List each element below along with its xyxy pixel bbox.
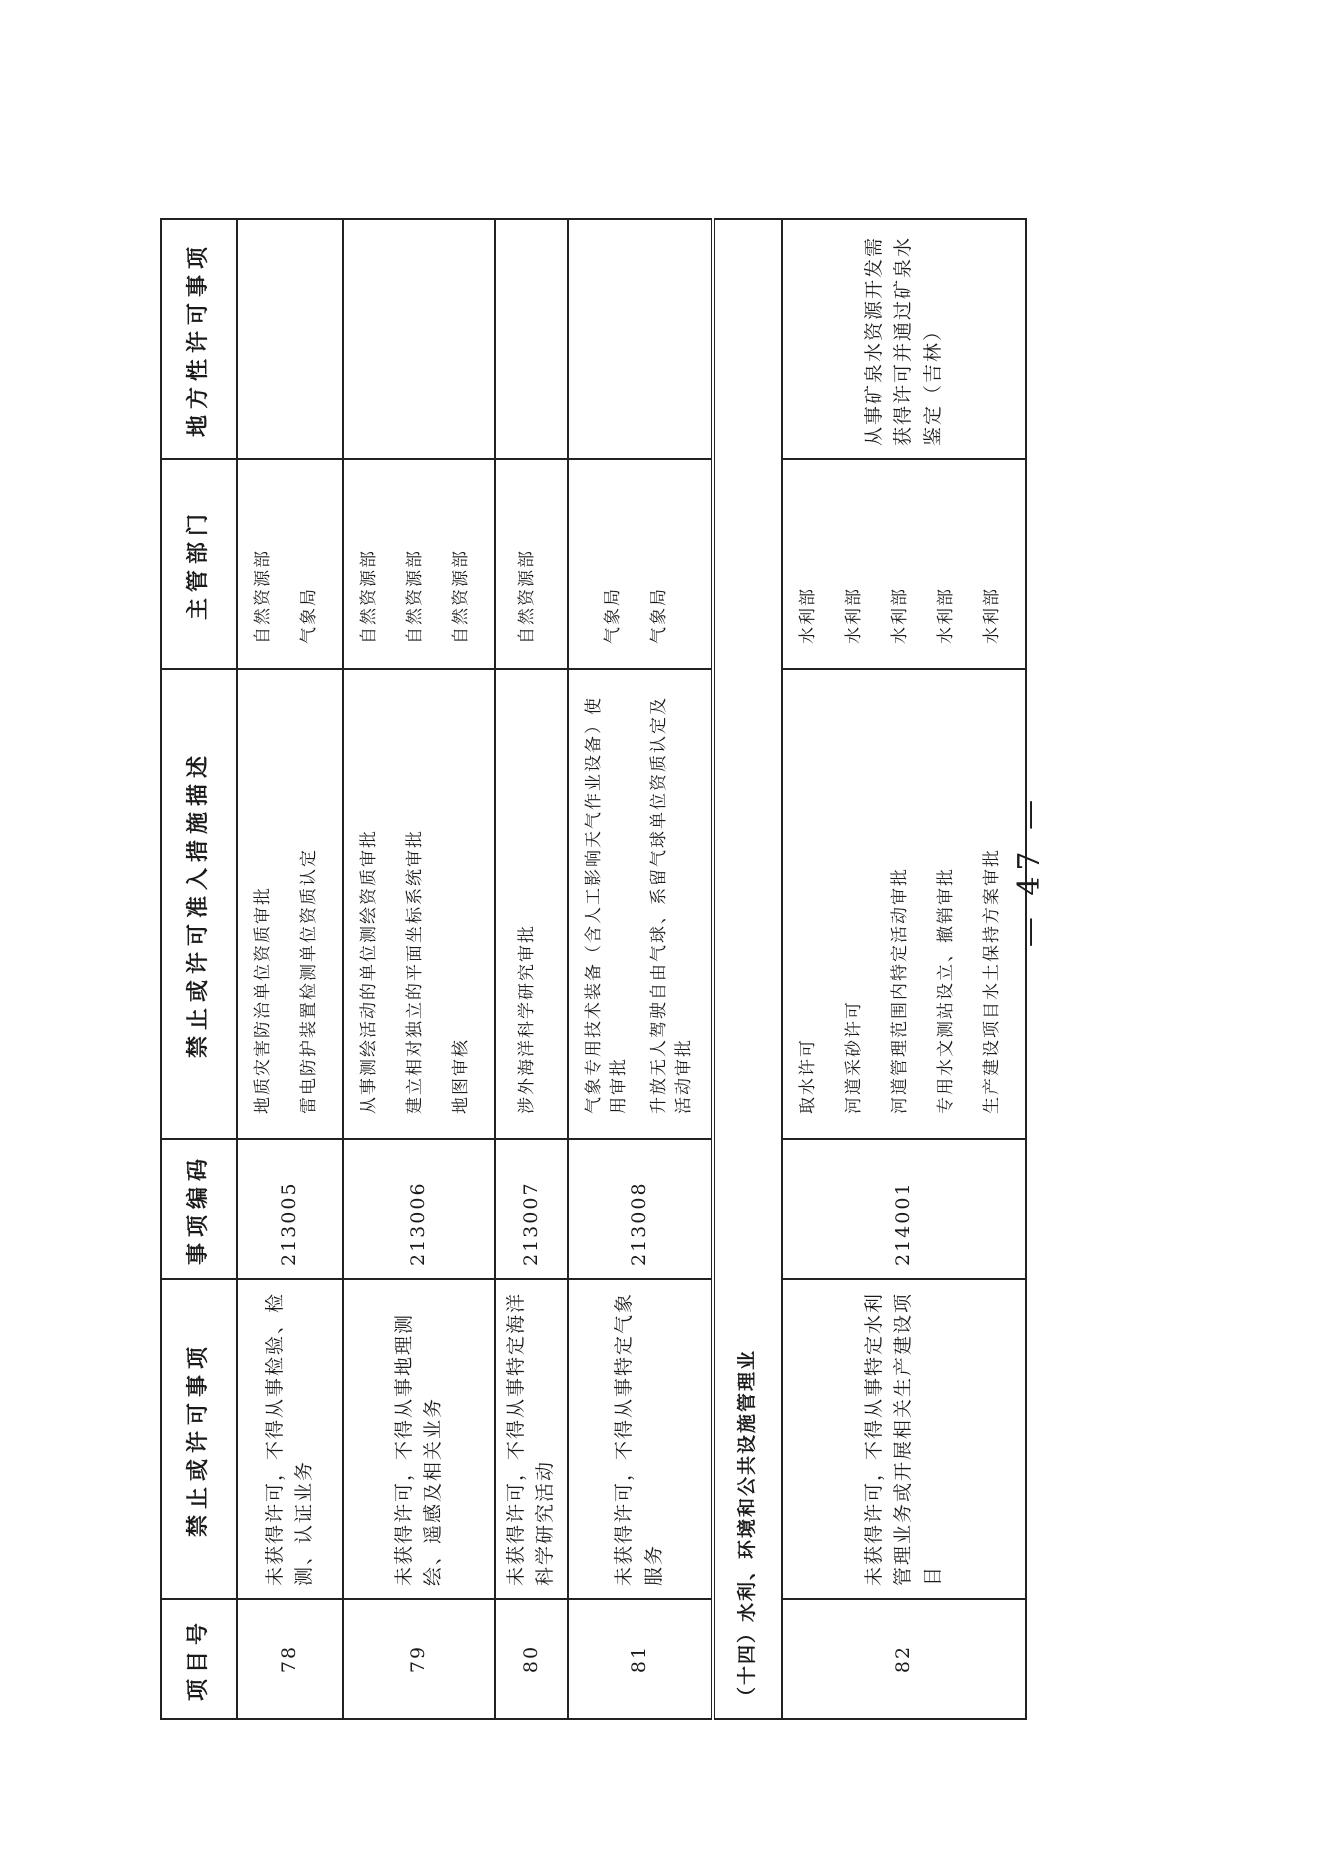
header-description: 禁止或许可准入措施描述 bbox=[161, 669, 237, 1139]
page-number bbox=[1000, 770, 1060, 970]
local-permit-cell: 从事矿泉水资源开发需获得许可并通过矿泉水鉴定（吉林） bbox=[782, 219, 1026, 459]
department-cell bbox=[343, 459, 495, 669]
page-number-text: — 47 — bbox=[1012, 793, 1048, 947]
measures-cell bbox=[237, 669, 343, 1139]
department-cell bbox=[237, 459, 343, 669]
project-number: 82 bbox=[782, 1599, 1026, 1719]
department-line: 气象局 bbox=[299, 587, 319, 644]
department-cell bbox=[568, 459, 713, 669]
item-code: 214001 bbox=[782, 1139, 1026, 1279]
permit-table bbox=[160, 218, 1027, 1720]
measure-line: 河道管理范围内特定活动审批 bbox=[889, 867, 910, 1114]
project-number: 78 bbox=[237, 1599, 343, 1719]
rotated-page-content bbox=[160, 220, 1160, 1720]
item-code: 213008 bbox=[568, 1139, 713, 1279]
local-permit-cell bbox=[495, 219, 568, 459]
department-line: 自然资源部 bbox=[359, 549, 379, 644]
permit-item: 未获得许可，不得从事特定水利管理业务或开展相关生产建设项目 bbox=[782, 1279, 1026, 1599]
measures-cell bbox=[343, 669, 495, 1139]
measure-line: 气象专用技术装备（含人工影响天气作业设备）使用审批 bbox=[583, 696, 630, 1114]
department-line: 自然资源部 bbox=[405, 549, 425, 644]
measures-cell bbox=[495, 669, 568, 1139]
table-row bbox=[568, 219, 713, 1719]
measure-line: 建立相对独立的平面坐标系统审批 bbox=[405, 829, 425, 1114]
section-row bbox=[713, 219, 782, 1719]
department-line: 自然资源部 bbox=[451, 549, 471, 644]
permit-item: 未获得许可，不得从事特定海洋科学研究活动 bbox=[495, 1279, 568, 1599]
department-line: 水利部 bbox=[889, 587, 910, 644]
measure-line: 专用水文测站设立、撤销审批 bbox=[935, 867, 956, 1114]
department-line: 气象局 bbox=[648, 587, 669, 644]
department-line: 水利部 bbox=[981, 587, 1002, 644]
header-item: 禁止或许可事项 bbox=[161, 1279, 237, 1599]
table-row bbox=[343, 219, 495, 1719]
department-line: 水利部 bbox=[843, 587, 864, 644]
section-title: （十四）水利、环境和公共设施管理业 bbox=[713, 219, 782, 1719]
header-local-permit: 地方性许可事项 bbox=[161, 219, 237, 459]
department-line: 自然资源部 bbox=[253, 549, 273, 644]
item-code: 213006 bbox=[343, 1139, 495, 1279]
local-permit-cell bbox=[343, 219, 495, 459]
measure-line: 生产建设项目水土保持方案审批 bbox=[981, 848, 1002, 1114]
measure-line: 雷电防护装置检测单位资质认定 bbox=[299, 848, 319, 1114]
project-number: 79 bbox=[343, 1599, 495, 1719]
department-line: 气象局 bbox=[602, 587, 623, 644]
permit-item: 未获得许可，不得从事特定气象服务 bbox=[568, 1279, 713, 1599]
measure-line: 从事测绘活动的单位测绘资质审批 bbox=[359, 829, 379, 1114]
measure-line: 升放无人驾驶自由气球、系留气球单位资质认定及活动审批 bbox=[648, 696, 695, 1114]
measure-line: 取水许可 bbox=[797, 1038, 818, 1114]
measures-cell bbox=[782, 669, 1026, 1139]
header-department: 主管部门 bbox=[161, 459, 237, 669]
project-number: 81 bbox=[568, 1599, 713, 1719]
header-project-no: 项目号 bbox=[161, 1599, 237, 1719]
item-code: 213005 bbox=[237, 1139, 343, 1279]
permit-item: 未获得许可，不得从事地理测绘、遥感及相关业务 bbox=[343, 1279, 495, 1599]
local-permit-cell bbox=[237, 219, 343, 459]
table-header-row bbox=[161, 219, 237, 1719]
measure-line: 地图审核 bbox=[451, 1038, 471, 1114]
permit-item: 未获得许可，不得从事检验、检测、认证业务 bbox=[237, 1279, 343, 1599]
department-cell bbox=[782, 459, 1026, 669]
measure-line: 地质灾害防治单位资质审批 bbox=[253, 886, 273, 1114]
measure-line: 涉外海洋科学研究审批 bbox=[517, 924, 538, 1114]
header-code: 事项编码 bbox=[161, 1139, 237, 1279]
table-row bbox=[495, 219, 568, 1719]
item-code: 213007 bbox=[495, 1139, 568, 1279]
table-row bbox=[237, 219, 343, 1719]
department-line: 水利部 bbox=[935, 587, 956, 644]
table-row bbox=[782, 219, 1026, 1719]
measure-line: 河道采砂许可 bbox=[843, 1000, 864, 1114]
local-permit-cell bbox=[568, 219, 713, 459]
department-cell bbox=[495, 459, 568, 669]
department-line: 水利部 bbox=[797, 587, 818, 644]
department-line: 自然资源部 bbox=[517, 549, 538, 644]
measures-cell bbox=[568, 669, 713, 1139]
project-number: 80 bbox=[495, 1599, 568, 1719]
